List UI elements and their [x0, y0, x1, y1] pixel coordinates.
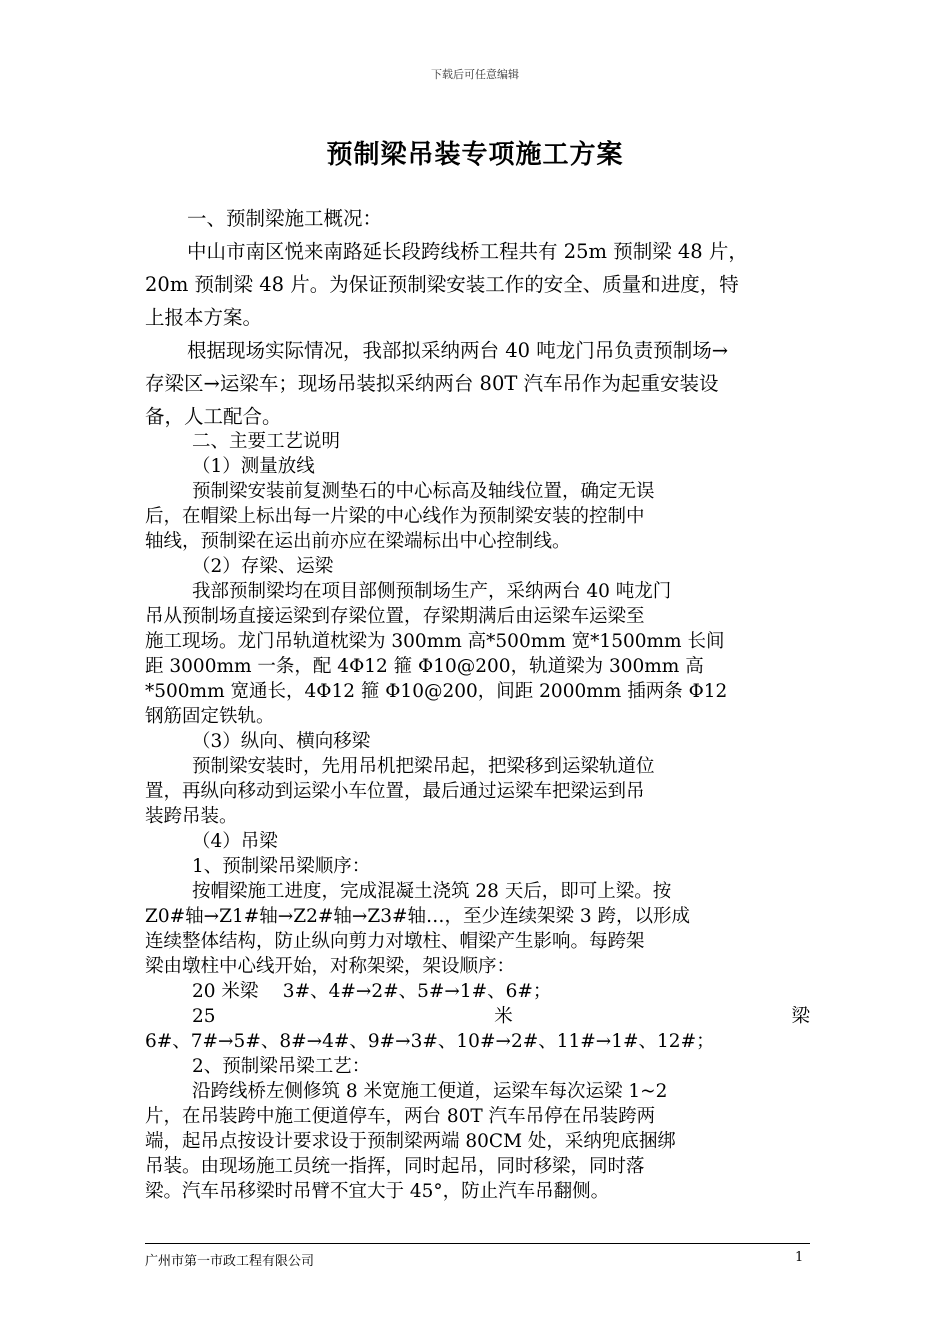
section1-heading: 一、预制梁施工概况： [187, 207, 383, 230]
footer-divider [145, 1243, 810, 1244]
s3-line: 置，再纵向移动到运梁小车位置，最后通过运梁车把梁运到吊 [145, 781, 645, 802]
section1-p1-line2: 20m 预制梁 48 片。为保证预制梁安装工作的安全、质量和进度，特 [145, 273, 739, 296]
s1-line: 后，在帽梁上标出每一片梁的中心线作为预制梁安装的控制中 [145, 506, 645, 527]
s4-line: 梁由墩柱中心线开始，对称架梁，架设顺序： [145, 956, 516, 977]
order-25m-unit: 米 [494, 1006, 513, 1027]
s3-line: 预制梁安装时，先用吊机把梁吊起，把梁移到运梁轨道位 [192, 756, 655, 777]
order-20m: 20 米梁 3#、4#→2#、5#→1#、6#； [192, 981, 552, 1002]
s4-sub1: 1、预制梁吊梁顺序： [192, 856, 371, 877]
s1-line: 预制梁安装前复测垫石的中心标高及轴线位置，确定无误 [192, 481, 655, 502]
section1-p2-line1: 根据现场实际情况，我部拟采纳两台 40 吨龙门吊负责预制场→ [187, 339, 729, 362]
s4-line: 沿跨线桥左侧修筑 8 米宽施工便道，运梁车每次运梁 1~2 [192, 1081, 668, 1102]
order-25m-number: 25 [192, 1006, 216, 1027]
s4-line: 按帽梁施工进度，完成混凝土浇筑 28 天后，即可上梁。按 [192, 881, 672, 902]
order-25m-label: 梁 [791, 1006, 810, 1027]
s4-line: 端，起吊点按设计要求设于预制梁两端 80CM 处，采纳兜底捆绑 [145, 1131, 676, 1152]
s2-line: 钢筋固定铁轨。 [145, 706, 275, 727]
s4-line: 连续整体结构，防止纵向剪力对墩柱、帽梁产生影响。每跨架 [145, 931, 645, 952]
order-25m-line1 [192, 1005, 810, 1030]
header-note: 下载后可任意编辑 [431, 68, 519, 81]
s2-title: （2）存梁、运梁 [192, 556, 334, 577]
s4-line: Z0#轴→Z1#轴→Z2#轴→Z3#轴…，至少连续架梁 3 跨，以形成 [145, 906, 691, 927]
s4-title: （4）吊梁 [192, 831, 278, 852]
section1-p2-line2: 存梁区→运梁车；现场吊装拟采纳两台 80T 汽车吊作为起重安装设 [145, 372, 719, 395]
section2-heading: 二、主要工艺说明 [192, 431, 341, 452]
document-title: 预制梁吊装专项施工方案 [326, 140, 624, 170]
section1-p2-line3: 备，人工配合。 [145, 405, 282, 428]
section1-p1-line1: 中山市南区悦来南路延长段跨线桥工程共有 25m 预制梁 48 片， [187, 240, 748, 263]
s3-title: （3）纵向、横向移梁 [192, 731, 371, 752]
order-25m-line2: 6#、7#→5#、8#→4#、9#→3#、10#→2#、11#→1#、12#； [145, 1031, 715, 1052]
s4-line: 吊装。由现场施工员统一指挥，同时起吊，同时移梁，同时落 [145, 1156, 645, 1177]
s4-line: 梁。汽车吊移梁时吊臂不宜大于 45°，防止汽车吊翻侧。 [145, 1181, 610, 1202]
footer-page-number: 1 [795, 1250, 804, 1265]
s2-line: 我部预制梁均在项目部侧预制场生产，采纳两台 40 吨龙门 [192, 581, 672, 602]
footer-company: 广州市第一市政工程有限公司 [145, 1254, 315, 1269]
s4-line: 片，在吊装跨中施工便道停车，两台 80T 汽车吊停在吊装跨两 [145, 1106, 656, 1127]
s1-line: 轴线，预制梁在运出前亦应在梁端标出中心控制线。 [145, 531, 571, 552]
section1-p1-line3: 上报本方案。 [145, 306, 263, 329]
s2-line: 距 3000mm 一条，配 4Φ12 箍 Φ10@200，轨道梁为 300mm 高 [145, 656, 704, 677]
s3-line: 装跨吊装。 [145, 806, 238, 827]
s1-title: （1）测量放线 [192, 456, 315, 477]
s2-line: 吊从预制场直接运梁到存梁位置，存梁期满后由运梁车运梁至 [145, 606, 645, 627]
s4-sub2: 2、预制梁吊梁工艺： [192, 1056, 371, 1077]
s2-line: 施工现场。龙门吊轨道枕梁为 300mm 高*500mm 宽*1500mm 长间 [145, 631, 725, 652]
s2-line: *500mm 宽通长，4Φ12 箍 Φ10@200，间距 2000mm 插两条 Φ12 [145, 681, 728, 702]
